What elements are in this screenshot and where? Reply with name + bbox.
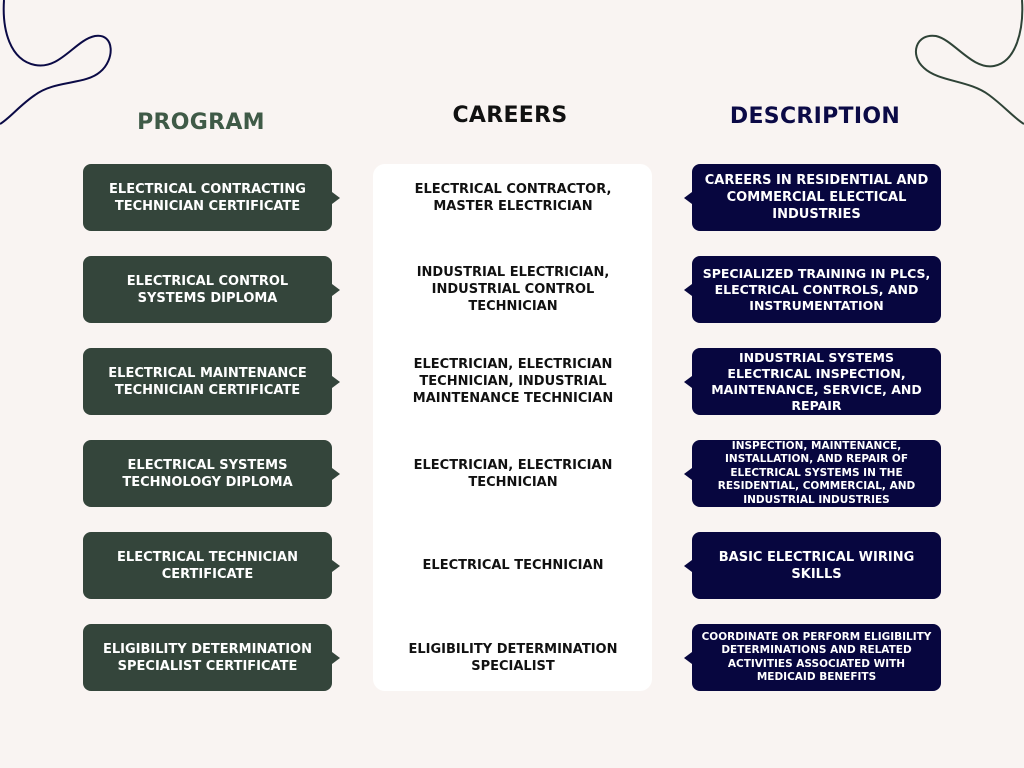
description-box xyxy=(692,624,941,691)
description-box xyxy=(692,348,941,415)
careers-panel xyxy=(373,164,652,691)
description-label: INDUSTRIAL SYSTEMS ELECTRICAL INSPECTION, MAINTENANCE, SERVICE, AND REPAIR xyxy=(711,349,922,413)
program-label: ELECTRICAL SYSTEMS TECHNOLOGY DIPLOMA xyxy=(122,457,293,490)
career-text: ELECTRICIAN, ELECTRICIAN TECHNICIAN xyxy=(413,457,613,490)
program-box xyxy=(83,348,332,415)
program-label: ELECTRICAL MAINTENANCE TECHNICIAN CERTIFICATE xyxy=(108,365,307,398)
career-text: ELIGIBILITY DETERMINATION SPECIALIST xyxy=(408,641,618,674)
program-label: ELECTRICAL TECHNICIAN CERTIFICATE xyxy=(117,549,298,582)
description-label: BASIC ELECTRICAL WIRING SKILLS xyxy=(718,549,915,582)
description-label: SPECIALIZED TRAINING IN PLCS, ELECTRICAL CONTROLS, AND INSTRUMENTATION xyxy=(702,265,931,313)
program-box xyxy=(83,532,332,599)
description-box xyxy=(692,164,941,231)
program-box xyxy=(83,256,332,323)
program-box xyxy=(83,624,332,691)
program-box xyxy=(83,164,332,231)
description-box xyxy=(692,256,941,323)
career-text: INDUSTRIAL ELECTRICIAN, INDUSTRIAL CONTROL TECHNICIAN xyxy=(416,265,610,314)
careers-column-heading: CAREERS xyxy=(452,103,568,128)
program-box xyxy=(83,440,332,507)
career-text: ELECTRICAL TECHNICIAN xyxy=(422,558,604,573)
program-label: ELIGIBILITY DETERMINATION SPECIALIST CERTIFICATE xyxy=(103,641,312,674)
description-label: COORDINATE OR PERFORM ELIGIBILITY DETERMINATIONS AND RELATED ACTIVITIES ASSOCIATED WITH MEDICAID BENEFITS xyxy=(701,630,932,683)
program-column-heading: PROGRAM xyxy=(137,110,265,135)
description-label: INSPECTION, MAINTENANCE, INSTALLATION, AND REPAIR OF ELECTRICAL SYSTEMS IN THE RESIDENTIAL, COMMERCIAL, AND INDUSTRIAL INDUSTRIES xyxy=(717,439,916,506)
program-label: ELECTRICAL CONTRACTING TECHNICIAN CERTIFICATE xyxy=(109,181,306,214)
description-column-heading: DESCRIPTION xyxy=(729,104,901,129)
description-box xyxy=(692,532,941,599)
description-box xyxy=(692,440,941,507)
career-text: ELECTRICAL CONTRACTOR, MASTER ELECTRICIAN xyxy=(414,181,612,214)
description-label: CAREERS IN RESIDENTIAL AND COMMERCIAL ELECTICAL INDUSTRIES xyxy=(704,173,929,222)
program-label: ELECTRICAL CONTROL SYSTEMS DIPLOMA xyxy=(126,273,289,306)
career-text: ELECTRICIAN, ELECTRICIAN TECHNICIAN, INDUSTRIAL MAINTENANCE TECHNICIAN xyxy=(412,357,614,406)
